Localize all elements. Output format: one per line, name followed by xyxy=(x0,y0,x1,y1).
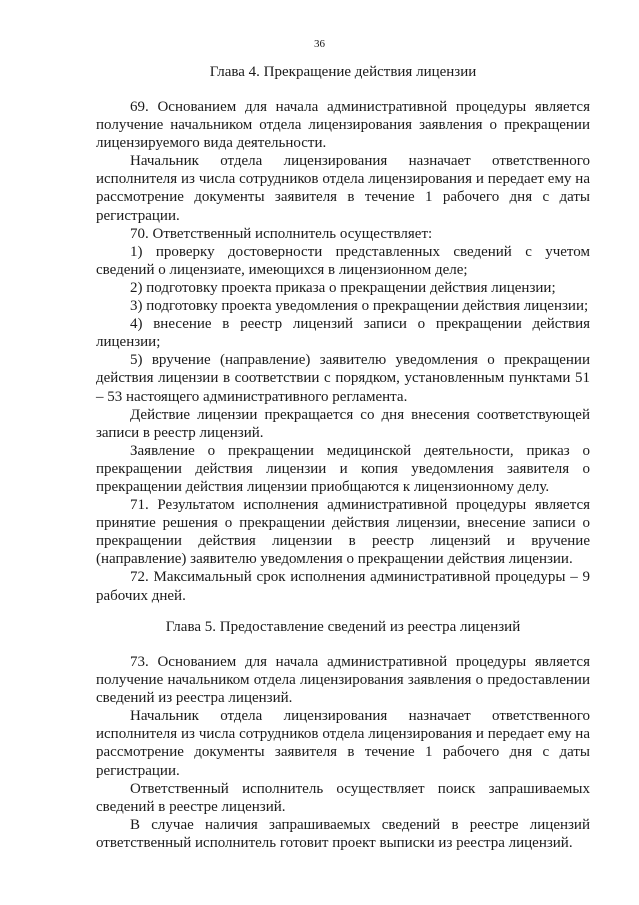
page-number: 36 xyxy=(314,38,325,50)
paragraph-70: 70. Ответственный исполнитель осуществляет: xyxy=(130,225,433,242)
paragraph-70-item-5: 5) вручение (направление) заявителю уведомления о прекращении действия лицензии в соответствии с порядком, установленным пунктами 51 – 53 настоящего административного регламента. xyxy=(96,352,590,405)
paragraph-72: 72. Максимальный срок исполнения административной процедуры – 9 рабочих дней. xyxy=(96,569,590,604)
paragraph-69-assignment: Начальник отдела лицензирования назначает ответственного исполнителя из числа сотрудников отдела лицензирования и передает ему на рассмотрение документы заявителя в течение 1 рабочего дня с даты регистрации. xyxy=(96,153,590,224)
chapter-4-title: Глава 4. Прекращение действия лицензии xyxy=(209,64,477,80)
paragraph-73: 73. Основанием для начала административной процедуры является получение начальником отдела лицензирования заявления о предоставлении сведений из реестра лицензий. xyxy=(96,654,590,707)
paragraph-70-item-4: 4) внесение в реестр лицензий записи о прекращении действия лицензии; xyxy=(96,316,590,351)
paragraph-case-file: Заявление о прекращении медицинской деятельности, приказ о прекращении действия лицензии и копия уведомления заявителя о прекращении действия лицензии приобщаются к лицензионному делу. xyxy=(96,442,590,495)
paragraph-69: 69. Основанием для начала административной процедуры является получение начальником отдела лицензирования заявления о прекращении лицензируемого вида деятельности. xyxy=(96,99,590,152)
chapter-5-body xyxy=(96,653,590,852)
paragraph-73-extract: В случае наличия запрашиваемых сведений в реестре лицензий ответственный исполнитель готовит проект выписки из реестра лицензий. xyxy=(96,816,590,851)
chapter-5-title: Глава 5. Предоставление сведений из реестра лицензий xyxy=(165,619,521,635)
paragraph-70-item-1: 1) проверку достоверности представленных сведений с учетом сведений о лицензиате, имеющихся в лицензионном деле; xyxy=(96,243,590,278)
chapter-4-body xyxy=(96,98,590,605)
paragraph-73-assignment: Начальник отдела лицензирования назначает ответственного исполнителя из числа сотрудников отдела лицензирования и передает ему на рассмотрение документы заявителя в течение 1 рабочего дня с даты регистрации. xyxy=(96,708,590,779)
paragraph-73-search: Ответственный исполнитель осуществляет поиск запрашиваемых сведений в реестре лицензий. xyxy=(96,780,590,815)
paragraph-70-item-3: 3) подготовку проекта уведомления о прекращении действия лицензии; xyxy=(130,298,589,315)
paragraph-termination-effect: Действие лицензии прекращается со дня внесения соответствующей записи в реестр лицензий. xyxy=(96,406,590,441)
paragraph-70-item-2: 2) подготовку проекта приказа о прекращении действия лицензии; xyxy=(130,279,556,296)
paragraph-71: 71. Результатом исполнения административной процедуры является принятие решения о прекращении действия лицензии, внесение записи о прекращении действия лицензии в реестр лицензий и вручение (направление) заявителю уведомления о прекращении действия лицензии. xyxy=(96,497,590,568)
